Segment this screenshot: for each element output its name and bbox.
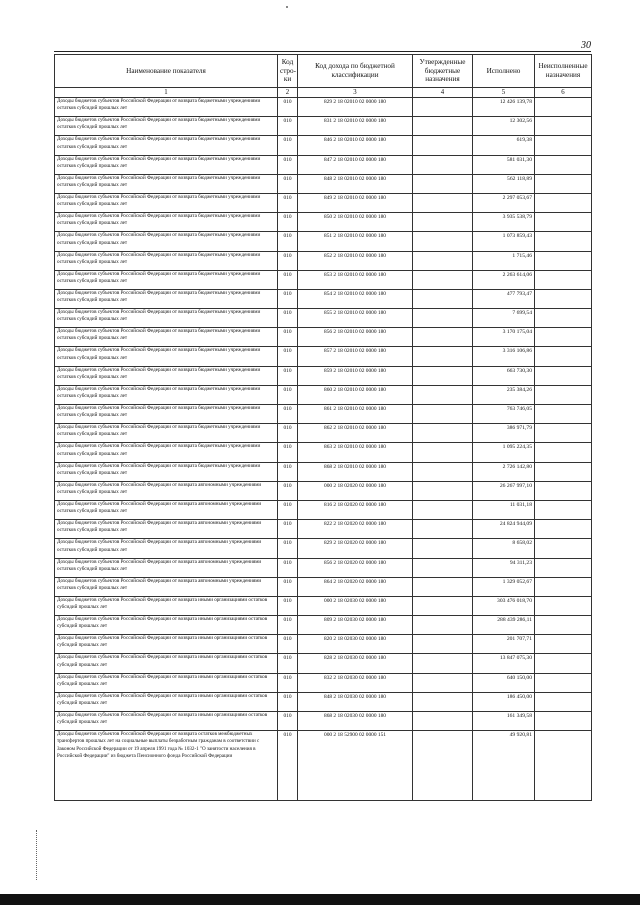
row-line-code: 010 (278, 424, 298, 443)
row-approved (413, 616, 473, 635)
table-row (55, 424, 592, 443)
row-line-code: 010 (278, 462, 298, 481)
table-row (55, 385, 592, 404)
row-income-code: 846 2 18 02010 02 0000 180 (298, 136, 413, 155)
row-income-code: 000 2 18 02020 02 0000 180 (298, 481, 413, 500)
row-line-code: 010 (278, 731, 298, 801)
row-name: Доходы бюджетов субъектов Российской Федерации от возврата иными организациями остатков субсидий прошлых лет (55, 635, 278, 654)
row-approved (413, 385, 473, 404)
table-row (55, 596, 592, 615)
table-row (55, 117, 592, 136)
row-income-code: 859 2 18 02010 02 0000 180 (298, 366, 413, 385)
table-row (55, 731, 592, 801)
table-row (55, 539, 592, 558)
row-unexecuted (535, 500, 592, 519)
row-approved (413, 309, 473, 328)
row-unexecuted (535, 385, 592, 404)
row-approved (413, 193, 473, 212)
row-unexecuted (535, 654, 592, 673)
row-income-code: 000 2 18 52900 02 0000 151 (298, 731, 413, 801)
row-executed: 161 349,58 (473, 712, 535, 731)
table-row (55, 405, 592, 424)
row-unexecuted (535, 635, 592, 654)
row-executed: 1 073 859,43 (473, 232, 535, 251)
row-approved (413, 577, 473, 596)
row-unexecuted (535, 193, 592, 212)
row-line-code: 010 (278, 405, 298, 424)
row-approved (413, 289, 473, 308)
row-line-code: 010 (278, 251, 298, 270)
row-approved (413, 213, 473, 232)
row-executed: 1 095 224,35 (473, 443, 535, 462)
row-line-code: 010 (278, 481, 298, 500)
row-income-code: 849 2 18 02010 02 0000 180 (298, 193, 413, 212)
row-income-code: 809 2 18 02030 02 0000 180 (298, 616, 413, 635)
row-name: Доходы бюджетов субъектов Российской Федерации от возврата автономными учреждениями остатков субсидий прошлых лет (55, 577, 278, 596)
row-executed: 2 263 614,06 (473, 270, 535, 289)
row-income-code: 863 2 18 02010 02 0000 180 (298, 443, 413, 462)
row-income-code: 829 2 18 02010 02 0000 180 (298, 98, 413, 117)
row-income-code: 831 2 18 02010 02 0000 180 (298, 117, 413, 136)
row-income-code: 832 2 18 02030 02 0000 180 (298, 673, 413, 692)
header-executed: Исполнено (473, 55, 535, 88)
row-executed: 763 746,05 (473, 405, 535, 424)
row-approved (413, 596, 473, 615)
row-executed: 619,38 (473, 136, 535, 155)
row-unexecuted (535, 136, 592, 155)
row-name: Доходы бюджетов субъектов Российской Федерации от возврата бюджетными учреждениями остатков субсидий прошлых лет (55, 270, 278, 289)
row-line-code: 010 (278, 174, 298, 193)
row-name: Доходы бюджетов субъектов Российской Федерации от возврата бюджетными учреждениями остатков субсидий прошлых лет (55, 289, 278, 308)
table-row (55, 309, 592, 328)
row-executed: 7 699,54 (473, 309, 535, 328)
row-executed: 8 658,02 (473, 539, 535, 558)
row-income-code: 861 2 18 02010 02 0000 180 (298, 405, 413, 424)
row-line-code: 010 (278, 654, 298, 673)
table-row (55, 673, 592, 692)
table-row (55, 654, 592, 673)
row-name: Доходы бюджетов субъектов Российской Федерации от возврата бюджетными учреждениями остатков субсидий прошлых лет (55, 136, 278, 155)
row-executed: 13 847 075,30 (473, 654, 535, 673)
row-executed: 640 150,00 (473, 673, 535, 692)
row-approved (413, 673, 473, 692)
row-line-code: 010 (278, 347, 298, 366)
row-name: Доходы бюджетов субъектов Российской Федерации от возврата автономными учреждениями остатков субсидий прошлых лет (55, 500, 278, 519)
row-unexecuted (535, 98, 592, 117)
row-name: Доходы бюджетов субъектов Российской Федерации от возврата бюджетными учреждениями остатков субсидий прошлых лет (55, 232, 278, 251)
header-name: Наименование показателя (55, 55, 278, 88)
row-unexecuted (535, 712, 592, 731)
row-income-code: 852 2 18 02010 02 0000 180 (298, 251, 413, 270)
table-row (55, 136, 592, 155)
row-name: Доходы бюджетов субъектов Российской Федерации от возврата бюджетными учреждениями остатков субсидий прошлых лет (55, 328, 278, 347)
row-line-code: 010 (278, 539, 298, 558)
row-income-code: 862 2 18 02010 02 0000 180 (298, 424, 413, 443)
row-name: Доходы бюджетов субъектов Российской Федерации от возврата бюджетными учреждениями остатков субсидий прошлых лет (55, 385, 278, 404)
row-name: Доходы бюджетов субъектов Российской Федерации от возврата автономными учреждениями остатков субсидий прошлых лет (55, 520, 278, 539)
row-name: Доходы бюджетов субъектов Российской Федерации от возврата бюджетными учреждениями остатков субсидий прошлых лет (55, 98, 278, 117)
row-unexecuted (535, 539, 592, 558)
row-line-code: 010 (278, 385, 298, 404)
row-executed: 12 426 139,78 (473, 98, 535, 117)
row-unexecuted (535, 577, 592, 596)
row-unexecuted (535, 213, 592, 232)
row-unexecuted (535, 520, 592, 539)
row-name: Доходы бюджетов субъектов Российской Федерации от возврата иными организациями остатков субсидий прошлых лет (55, 712, 278, 731)
row-approved (413, 692, 473, 711)
row-line-code: 010 (278, 366, 298, 385)
row-name: Доходы бюджетов субъектов Российской Федерации от возврата бюджетными учреждениями остатков субсидий прошлых лет (55, 462, 278, 481)
row-executed: 477 793,47 (473, 289, 535, 308)
table-row (55, 520, 592, 539)
row-approved (413, 328, 473, 347)
row-executed: 663 730,30 (473, 366, 535, 385)
row-executed: 303 476 018,70 (473, 596, 535, 615)
row-name: Доходы бюджетов субъектов Российской Федерации от возврата автономными учреждениями остатков субсидий прошлых лет (55, 539, 278, 558)
row-income-code: 000 2 18 02030 02 0000 180 (298, 596, 413, 615)
table-row (55, 481, 592, 500)
row-approved (413, 712, 473, 731)
row-name: Доходы бюджетов субъектов Российской Федерации от возврата бюджетными учреждениями остатков субсидий прошлых лет (55, 405, 278, 424)
row-unexecuted (535, 174, 592, 193)
row-income-code: 868 2 18 02010 02 0000 180 (298, 462, 413, 481)
table-row (55, 692, 592, 711)
header-unexecuted: Неисполненные назначения (535, 55, 592, 88)
row-approved (413, 462, 473, 481)
row-line-code: 010 (278, 117, 298, 136)
row-income-code: 816 2 18 02020 02 0000 180 (298, 500, 413, 519)
row-approved (413, 558, 473, 577)
row-executed: 11 031,18 (473, 500, 535, 519)
table-row (55, 251, 592, 270)
row-approved (413, 500, 473, 519)
income-report-table (54, 54, 592, 801)
column-number: 1 (55, 88, 278, 98)
row-line-code: 010 (278, 443, 298, 462)
column-number: 5 (473, 88, 535, 98)
row-approved (413, 520, 473, 539)
row-line-code: 010 (278, 616, 298, 635)
row-unexecuted (535, 232, 592, 251)
row-approved (413, 424, 473, 443)
row-executed: 186 450,00 (473, 692, 535, 711)
row-approved (413, 731, 473, 801)
row-executed: 1 715,46 (473, 251, 535, 270)
row-approved (413, 635, 473, 654)
row-income-code: 822 2 18 02020 02 0000 180 (298, 520, 413, 539)
row-unexecuted (535, 596, 592, 615)
column-number: 3 (298, 88, 413, 98)
row-income-code: 851 2 18 02010 02 0000 180 (298, 232, 413, 251)
row-approved (413, 251, 473, 270)
header-approved: Утвержденные бюджетные назначения (413, 55, 473, 88)
row-executed: 2 297 053,67 (473, 193, 535, 212)
row-line-code: 010 (278, 635, 298, 654)
scan-speck (286, 6, 288, 8)
row-income-code: 848 2 18 02010 02 0000 180 (298, 174, 413, 193)
row-unexecuted (535, 347, 592, 366)
row-approved (413, 270, 473, 289)
row-approved (413, 481, 473, 500)
row-name: Доходы бюджетов субъектов Российской Федерации от возврата бюджетными учреждениями остатков субсидий прошлых лет (55, 251, 278, 270)
column-number: 6 (535, 88, 592, 98)
table-row (55, 98, 592, 117)
column-number: 2 (278, 88, 298, 98)
table-row (55, 174, 592, 193)
row-name: Доходы бюджетов субъектов Российской Федерации от возврата иными организациями остатков субсидий прошлых лет (55, 692, 278, 711)
row-executed: 1 329 052,67 (473, 577, 535, 596)
row-approved (413, 136, 473, 155)
row-executed: 12 302,56 (473, 117, 535, 136)
row-unexecuted (535, 616, 592, 635)
table-row (55, 289, 592, 308)
row-income-code: 853 2 18 02010 02 0000 180 (298, 270, 413, 289)
row-income-code: 856 2 18 02020 02 0000 180 (298, 558, 413, 577)
table-row (55, 155, 592, 174)
row-executed: 3 170 175,04 (473, 328, 535, 347)
row-name: Доходы бюджетов субъектов Российской Федерации от возврата бюджетными учреждениями остатков субсидий прошлых лет (55, 424, 278, 443)
row-line-code: 010 (278, 232, 298, 251)
row-unexecuted (535, 692, 592, 711)
row-name: Доходы бюджетов субъектов Российской Федерации от возврата бюджетными учреждениями остатков субсидий прошлых лет (55, 347, 278, 366)
row-unexecuted (535, 405, 592, 424)
row-name: Доходы бюджетов субъектов Российской Федерации от возврата автономными учреждениями остатков субсидий прошлых лет (55, 558, 278, 577)
row-name: Доходы бюджетов субъектов Российской Федерации от возврата иными организациями остатков субсидий прошлых лет (55, 596, 278, 615)
table-row (55, 366, 592, 385)
row-unexecuted (535, 443, 592, 462)
row-unexecuted (535, 117, 592, 136)
row-line-code: 010 (278, 289, 298, 308)
row-income-code: 850 2 18 02010 02 0000 180 (298, 213, 413, 232)
row-name: Доходы бюджетов субъектов Российской Федерации от возврата бюджетными учреждениями остатков субсидий прошлых лет (55, 443, 278, 462)
row-income-code: 828 2 18 02030 02 0000 180 (298, 654, 413, 673)
table-row (55, 462, 592, 481)
column-number: 4 (413, 88, 473, 98)
table-row (55, 213, 592, 232)
row-name: Доходы бюджетов субъектов Российской Федерации от возврата иными организациями остатков субсидий прошлых лет (55, 673, 278, 692)
row-name: Доходы бюджетов субъектов Российской Федерации от возврата автономными учреждениями остатков субсидий прошлых лет (55, 481, 278, 500)
row-line-code: 010 (278, 136, 298, 155)
row-name: Доходы бюджетов субъектов Российской Федерации от возврата иными организациями остатков субсидий прошлых лет (55, 654, 278, 673)
row-line-code: 010 (278, 213, 298, 232)
row-income-code: 829 2 18 02020 02 0000 180 (298, 539, 413, 558)
scan-bottom-edge (0, 894, 640, 905)
row-name: Доходы бюджетов субъектов Российской Федерации от возврата бюджетными учреждениями остатков субсидий прошлых лет (55, 155, 278, 174)
row-executed: 288 439 286,11 (473, 616, 535, 635)
row-line-code: 010 (278, 520, 298, 539)
row-approved (413, 443, 473, 462)
table-row (55, 712, 592, 731)
row-approved (413, 117, 473, 136)
row-income-code: 820 2 18 02030 02 0000 180 (298, 635, 413, 654)
row-income-code: 860 2 18 02010 02 0000 180 (298, 385, 413, 404)
header-rule (54, 51, 591, 52)
row-unexecuted (535, 309, 592, 328)
table-row (55, 577, 592, 596)
row-executed: 235 384,26 (473, 385, 535, 404)
row-executed: 26 267 997,10 (473, 481, 535, 500)
row-approved (413, 405, 473, 424)
row-executed: 386 971,79 (473, 424, 535, 443)
table-row (55, 500, 592, 519)
table-row (55, 328, 592, 347)
row-line-code: 010 (278, 500, 298, 519)
row-line-code: 010 (278, 577, 298, 596)
row-executed: 94 311,23 (473, 558, 535, 577)
row-approved (413, 654, 473, 673)
row-unexecuted (535, 366, 592, 385)
row-approved (413, 155, 473, 174)
row-approved (413, 539, 473, 558)
table-row (55, 232, 592, 251)
row-line-code: 010 (278, 596, 298, 615)
row-executed: 49 920,81 (473, 731, 535, 801)
row-income-code: 864 2 18 02020 02 0000 180 (298, 577, 413, 596)
row-name: Доходы бюджетов субъектов Российской Федерации от возврата бюджетными учреждениями остатков субсидий прошлых лет (55, 213, 278, 232)
margin-marks (36, 830, 39, 880)
row-unexecuted (535, 328, 592, 347)
row-line-code: 010 (278, 270, 298, 289)
row-approved (413, 366, 473, 385)
row-executed: 201 707,71 (473, 635, 535, 654)
row-unexecuted (535, 481, 592, 500)
table-row (55, 616, 592, 635)
row-line-code: 010 (278, 712, 298, 731)
table-row (55, 193, 592, 212)
row-income-code: 855 2 18 02010 02 0000 180 (298, 309, 413, 328)
row-approved (413, 232, 473, 251)
row-unexecuted (535, 251, 592, 270)
row-line-code: 010 (278, 309, 298, 328)
header-line-code: Код стро- ки (278, 55, 298, 88)
row-name: Доходы бюджетов субъектов Российской Федерации от возврата бюджетными учреждениями остатков субсидий прошлых лет (55, 117, 278, 136)
column-numbers-row (55, 88, 592, 98)
row-unexecuted (535, 731, 592, 801)
table-row (55, 635, 592, 654)
row-executed: 562 118,89 (473, 174, 535, 193)
row-line-code: 010 (278, 558, 298, 577)
row-unexecuted (535, 289, 592, 308)
row-unexecuted (535, 270, 592, 289)
header-row (55, 55, 592, 88)
row-line-code: 010 (278, 673, 298, 692)
row-approved (413, 98, 473, 117)
row-line-code: 010 (278, 155, 298, 174)
row-name: Доходы бюджетов субъектов Российской Федерации от возврата бюджетными учреждениями остатков субсидий прошлых лет (55, 366, 278, 385)
row-income-code: 847 2 18 02010 02 0000 180 (298, 155, 413, 174)
table-row (55, 270, 592, 289)
row-name: Доходы бюджетов субъектов Российской Федерации от возврата остатков межбюджетных трансфертов прошлых лет на социальные выплаты безработным гражданам в соответствии с Законом Российской Федерации от 19 апреля 1991 года № 1032-1 "О занятости населения в Российской Федерации" из бюджета Пенсионного фонда Российской Федерации (55, 731, 278, 801)
row-unexecuted (535, 424, 592, 443)
row-approved (413, 174, 473, 193)
row-approved (413, 347, 473, 366)
row-executed: 24 824 944,09 (473, 520, 535, 539)
row-line-code: 010 (278, 328, 298, 347)
table-row (55, 558, 592, 577)
row-income-code: 868 2 18 02030 02 0000 180 (298, 712, 413, 731)
row-income-code: 848 2 18 02030 02 0000 180 (298, 692, 413, 711)
row-executed: 581 031,30 (473, 155, 535, 174)
row-line-code: 010 (278, 98, 298, 117)
row-unexecuted (535, 155, 592, 174)
row-unexecuted (535, 558, 592, 577)
row-name: Доходы бюджетов субъектов Российской Федерации от возврата иными организациями остатков субсидий прошлых лет (55, 616, 278, 635)
table-row (55, 347, 592, 366)
row-unexecuted (535, 673, 592, 692)
page-number: 30 (581, 40, 591, 51)
header-income-code: Код дохода по бюджетной классификации (298, 55, 413, 88)
table-row (55, 443, 592, 462)
row-executed: 3 935 538,79 (473, 213, 535, 232)
row-income-code: 854 2 18 02010 02 0000 180 (298, 289, 413, 308)
row-name: Доходы бюджетов субъектов Российской Федерации от возврата бюджетными учреждениями остатков субсидий прошлых лет (55, 309, 278, 328)
row-line-code: 010 (278, 193, 298, 212)
row-executed: 2 726 142,80 (473, 462, 535, 481)
row-unexecuted (535, 462, 592, 481)
row-executed: 3 316 106,86 (473, 347, 535, 366)
row-name: Доходы бюджетов субъектов Российской Федерации от возврата бюджетными учреждениями остатков субсидий прошлых лет (55, 174, 278, 193)
row-income-code: 857 2 18 02010 02 0000 180 (298, 347, 413, 366)
row-income-code: 856 2 18 02010 02 0000 180 (298, 328, 413, 347)
row-line-code: 010 (278, 692, 298, 711)
row-name: Доходы бюджетов субъектов Российской Федерации от возврата бюджетными учреждениями остатков субсидий прошлых лет (55, 193, 278, 212)
